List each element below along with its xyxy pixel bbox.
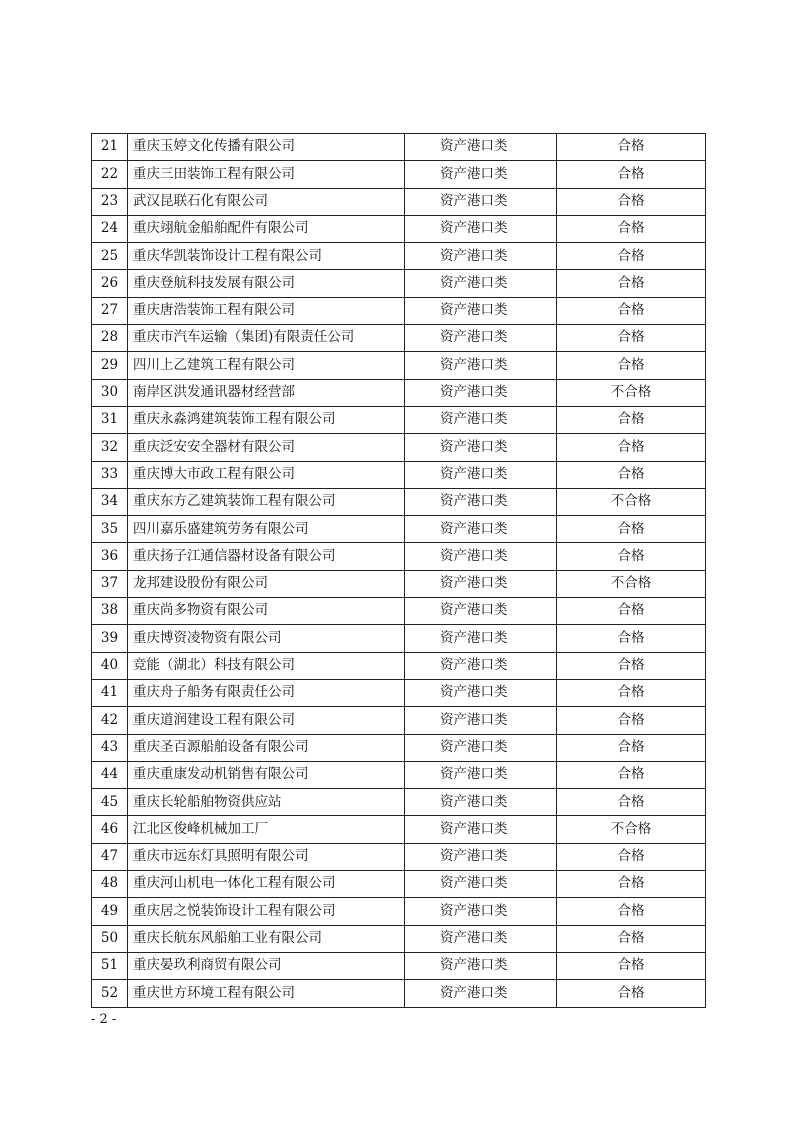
table-row — [92, 243, 706, 270]
table-row — [92, 325, 706, 352]
table-row — [92, 652, 706, 679]
results-table — [91, 133, 706, 1008]
company-name: 重庆长航东风船舶工业有限公司 — [128, 925, 405, 952]
category: 资产港口类 — [405, 707, 557, 734]
table-row — [92, 679, 706, 706]
row-number: 51 — [92, 952, 128, 979]
result: 不合格 — [557, 379, 706, 406]
company-name: 重庆长轮船舶物资供应站 — [128, 789, 405, 816]
category: 资产港口类 — [405, 598, 557, 625]
company-name: 重庆唐浩装饰工程有限公司 — [128, 297, 405, 324]
row-number: 30 — [92, 379, 128, 406]
table-row — [92, 352, 706, 379]
table-row — [92, 598, 706, 625]
category: 资产港口类 — [405, 434, 557, 461]
category: 资产港口类 — [405, 652, 557, 679]
category: 资产港口类 — [405, 270, 557, 297]
company-name: 四川嘉乐盛建筑劳务有限公司 — [128, 516, 405, 543]
row-number: 41 — [92, 679, 128, 706]
category: 资产港口类 — [405, 925, 557, 952]
row-number: 44 — [92, 761, 128, 788]
table-row — [92, 789, 706, 816]
result: 不合格 — [557, 488, 706, 515]
company-name: 重庆舟子船务有限责任公司 — [128, 679, 405, 706]
table-row — [92, 570, 706, 597]
table-row — [92, 488, 706, 515]
category: 资产港口类 — [405, 516, 557, 543]
table-row — [92, 215, 706, 242]
table-row — [92, 843, 706, 870]
company-name: 重庆三田装饰工程有限公司 — [128, 161, 405, 188]
company-name: 江北区俊峰机械加工厂 — [128, 816, 405, 843]
row-number: 29 — [92, 352, 128, 379]
category: 资产港口类 — [405, 980, 557, 1007]
category: 资产港口类 — [405, 188, 557, 215]
category: 资产港口类 — [405, 379, 557, 406]
row-number: 25 — [92, 243, 128, 270]
row-number: 39 — [92, 625, 128, 652]
result: 合格 — [557, 461, 706, 488]
category: 资产港口类 — [405, 134, 557, 161]
row-number: 38 — [92, 598, 128, 625]
table-row — [92, 707, 706, 734]
result: 不合格 — [557, 816, 706, 843]
company-name: 重庆玉婷文化传播有限公司 — [128, 134, 405, 161]
company-name: 重庆永淼鸿建筑装饰工程有限公司 — [128, 406, 405, 433]
row-number: 33 — [92, 461, 128, 488]
result: 合格 — [557, 925, 706, 952]
table-row — [92, 134, 706, 161]
result: 合格 — [557, 543, 706, 570]
table-row — [92, 161, 706, 188]
table-body — [92, 134, 706, 1008]
result: 合格 — [557, 843, 706, 870]
row-number: 35 — [92, 516, 128, 543]
category: 资产港口类 — [405, 625, 557, 652]
company-name: 重庆博大市政工程有限公司 — [128, 461, 405, 488]
table-row — [92, 434, 706, 461]
result: 合格 — [557, 161, 706, 188]
table-row — [92, 761, 706, 788]
company-name: 竞能（湖北）科技有限公司 — [128, 652, 405, 679]
row-number: 42 — [92, 707, 128, 734]
row-number: 34 — [92, 488, 128, 515]
company-name: 重庆尚多物资有限公司 — [128, 598, 405, 625]
row-number: 49 — [92, 898, 128, 925]
result: 合格 — [557, 871, 706, 898]
row-number: 32 — [92, 434, 128, 461]
company-name: 重庆市远东灯具照明有限公司 — [128, 843, 405, 870]
category: 资产港口类 — [405, 461, 557, 488]
company-name: 四川上乙建筑工程有限公司 — [128, 352, 405, 379]
table-row — [92, 898, 706, 925]
row-number: 36 — [92, 543, 128, 570]
row-number: 46 — [92, 816, 128, 843]
table-row — [92, 871, 706, 898]
category: 资产港口类 — [405, 816, 557, 843]
category: 资产港口类 — [405, 297, 557, 324]
row-number: 50 — [92, 925, 128, 952]
company-name: 重庆河山机电一体化工程有限公司 — [128, 871, 405, 898]
category: 资产港口类 — [405, 543, 557, 570]
row-number: 23 — [92, 188, 128, 215]
table-row — [92, 952, 706, 979]
category: 资产港口类 — [405, 352, 557, 379]
company-name: 重庆东方乙建筑装饰工程有限公司 — [128, 488, 405, 515]
company-name: 重庆扬子江通信器材设备有限公司 — [128, 543, 405, 570]
category: 资产港口类 — [405, 406, 557, 433]
category: 资产港口类 — [405, 570, 557, 597]
result: 合格 — [557, 134, 706, 161]
table-row — [92, 297, 706, 324]
category: 资产港口类 — [405, 761, 557, 788]
result: 合格 — [557, 188, 706, 215]
company-name: 重庆居之悦装饰设计工程有限公司 — [128, 898, 405, 925]
company-name: 重庆晏玖利商贸有限公司 — [128, 952, 405, 979]
category: 资产港口类 — [405, 898, 557, 925]
company-name: 南岸区洪发通讯器材经营部 — [128, 379, 405, 406]
result: 合格 — [557, 297, 706, 324]
category: 资产港口类 — [405, 734, 557, 761]
category: 资产港口类 — [405, 215, 557, 242]
row-number: 48 — [92, 871, 128, 898]
result: 合格 — [557, 406, 706, 433]
company-name: 武汉昆联石化有限公司 — [128, 188, 405, 215]
table-row — [92, 543, 706, 570]
company-name: 重庆翊航金船舶配件有限公司 — [128, 215, 405, 242]
table-row — [92, 406, 706, 433]
category: 资产港口类 — [405, 871, 557, 898]
company-name: 重庆博资凌物资有限公司 — [128, 625, 405, 652]
result: 合格 — [557, 980, 706, 1007]
result: 合格 — [557, 215, 706, 242]
result: 合格 — [557, 789, 706, 816]
row-number: 21 — [92, 134, 128, 161]
company-name: 龙邦建设股份有限公司 — [128, 570, 405, 597]
row-number: 37 — [92, 570, 128, 597]
company-name: 重庆重康发动机销售有限公司 — [128, 761, 405, 788]
category: 资产港口类 — [405, 488, 557, 515]
table-row — [92, 516, 706, 543]
result: 合格 — [557, 325, 706, 352]
row-number: 31 — [92, 406, 128, 433]
row-number: 40 — [92, 652, 128, 679]
table-row — [92, 980, 706, 1007]
result: 合格 — [557, 270, 706, 297]
result: 合格 — [557, 598, 706, 625]
row-number: 22 — [92, 161, 128, 188]
table-row — [92, 461, 706, 488]
row-number: 52 — [92, 980, 128, 1007]
row-number: 43 — [92, 734, 128, 761]
result: 合格 — [557, 243, 706, 270]
page-number: - 2 - — [91, 1012, 117, 1027]
company-name: 重庆圣百源船舶设备有限公司 — [128, 734, 405, 761]
table-row — [92, 379, 706, 406]
table-row — [92, 625, 706, 652]
company-name: 重庆市汽车运输（集团)有限责任公司 — [128, 325, 405, 352]
company-name: 重庆登航科技发展有限公司 — [128, 270, 405, 297]
category: 资产港口类 — [405, 243, 557, 270]
result: 合格 — [557, 898, 706, 925]
table-row — [92, 734, 706, 761]
result: 合格 — [557, 625, 706, 652]
company-name: 重庆道润建设工程有限公司 — [128, 707, 405, 734]
result: 合格 — [557, 679, 706, 706]
table-row — [92, 188, 706, 215]
row-number: 24 — [92, 215, 128, 242]
result: 合格 — [557, 707, 706, 734]
category: 资产港口类 — [405, 325, 557, 352]
result: 合格 — [557, 352, 706, 379]
row-number: 28 — [92, 325, 128, 352]
company-name: 重庆泛安安全器材有限公司 — [128, 434, 405, 461]
result: 合格 — [557, 516, 706, 543]
table-row — [92, 925, 706, 952]
category: 资产港口类 — [405, 952, 557, 979]
company-name: 重庆世方环境工程有限公司 — [128, 980, 405, 1007]
table-row — [92, 816, 706, 843]
result: 合格 — [557, 434, 706, 461]
category: 资产港口类 — [405, 789, 557, 816]
row-number: 26 — [92, 270, 128, 297]
result: 不合格 — [557, 570, 706, 597]
row-number: 45 — [92, 789, 128, 816]
company-name: 重庆华凯装饰设计工程有限公司 — [128, 243, 405, 270]
category: 资产港口类 — [405, 161, 557, 188]
row-number: 27 — [92, 297, 128, 324]
result: 合格 — [557, 761, 706, 788]
category: 资产港口类 — [405, 843, 557, 870]
result: 合格 — [557, 652, 706, 679]
table-row — [92, 270, 706, 297]
result: 合格 — [557, 952, 706, 979]
result: 合格 — [557, 734, 706, 761]
category: 资产港口类 — [405, 679, 557, 706]
row-number: 47 — [92, 843, 128, 870]
